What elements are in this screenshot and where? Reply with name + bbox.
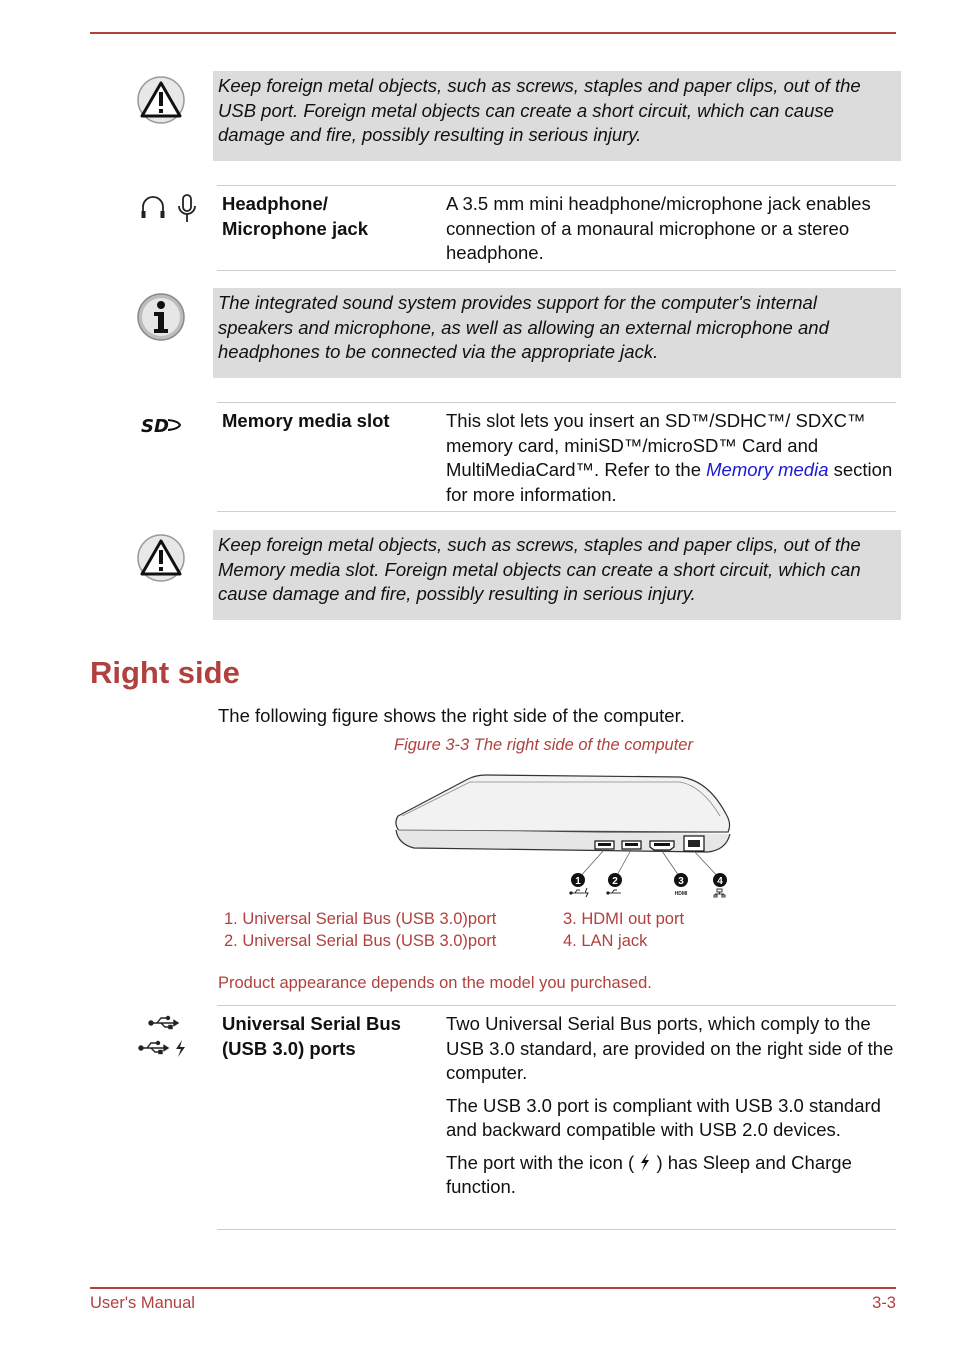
callout-4	[713, 873, 727, 887]
section-heading: Right side	[90, 655, 240, 690]
desc-paragraph	[446, 1151, 896, 1200]
desc-text: ) has Sleep and Charge function.	[446, 1151, 852, 1197]
row-description	[446, 409, 896, 507]
warning-note-usb	[213, 71, 901, 161]
callout-number: 2	[612, 876, 618, 887]
warning-text: Keep foreign metal objects, such as screws, staples and paper clips, out of the USB port. Foreign metal objects can create a short circuit, which can cause damage and fire, possibly resulting in serious injury.	[218, 75, 861, 145]
sd-logo-text: SD	[141, 416, 169, 435]
laptop-right-side-figure	[390, 772, 735, 900]
sleep-charge-icon	[639, 1152, 651, 1172]
footer-rule	[90, 1287, 896, 1289]
usb-small-icon	[607, 890, 621, 894]
desc-text: The port with the icon (	[446, 1151, 640, 1173]
callout-number: 1	[575, 876, 581, 887]
warning-icon	[137, 76, 185, 124]
legend-item: 3. HDMI out port	[563, 910, 685, 928]
intro-text: The following figure shows the right side of the computer.	[218, 705, 685, 726]
legend-item: 4. LAN jack	[563, 932, 648, 950]
hdmi-small-icon: HDMI	[674, 891, 688, 897]
figure-legend-right	[563, 908, 684, 952]
usb-ports-icons	[138, 1012, 192, 1060]
memory-media-row	[217, 402, 896, 512]
usb-ports-row	[217, 1005, 896, 1230]
figure-caption: Figure 3-3 The right side of the computer	[394, 736, 693, 754]
sleep-charge-icon	[176, 1040, 185, 1057]
row-description	[446, 1012, 896, 1208]
row-term: Memory media slot	[222, 410, 390, 431]
headphone-jack-row	[217, 185, 896, 271]
footer-title: User's Manual	[90, 1294, 195, 1312]
info-note-sound	[213, 288, 901, 378]
legend-item: 2. Universal Serial Bus (USB 3.0)port	[224, 932, 497, 950]
page-number: 3-3	[872, 1294, 896, 1312]
header-rule	[90, 32, 896, 34]
legend-item: 1. Universal Serial Bus (USB 3.0)port	[224, 910, 497, 928]
usb-charge-small-icon	[570, 888, 588, 897]
desc-text: section for more information.	[446, 459, 893, 505]
sd-card-icon	[140, 415, 182, 435]
warning-text: Keep foreign metal objects, such as screws, staples and paper clips, out of the Memory media slot. Foreign metal objects can create a short circuit, which can cause damage and fire, possibly resulting in serious injury.	[218, 534, 861, 604]
usb-icon	[149, 1017, 178, 1029]
callout-1	[571, 873, 585, 887]
warning-icon	[137, 534, 185, 582]
memory-media-link[interactable]: Memory media	[706, 459, 829, 480]
row-description: A 3.5 mm mini headphone/microphone jack enables connection of a monaural microphone or a stereo headphone.	[446, 193, 871, 263]
desc-paragraph: The USB 3.0 port is compliant with USB 3.0 standard and backward compatible with USB 2.0 devices.	[446, 1094, 881, 1140]
callout-number: 4	[717, 876, 723, 887]
info-icon	[137, 293, 185, 341]
info-text: The integrated sound system provides support for the computer's internal speakers and microphone, as well as allowing an external microphone and headphones to be connected via the appropriate jack.	[218, 292, 829, 362]
callout-3	[674, 873, 688, 887]
appearance-note: Product appearance depends on the model you purchased.	[218, 974, 652, 992]
figure-legend-left	[224, 908, 496, 952]
desc-paragraph: Two Universal Serial Bus ports, which comply to the USB 3.0 standard, are provided on the right side of the computer.	[446, 1013, 894, 1083]
headphone-microphone-icon	[140, 193, 200, 225]
row-term: Headphone/ Microphone jack	[222, 193, 368, 239]
lan-small-icon	[714, 889, 725, 897]
usb-icon	[139, 1042, 168, 1054]
callout-number: 3	[678, 876, 684, 887]
row-term: Universal Serial Bus (USB 3.0) ports	[222, 1013, 401, 1059]
warning-note-memory	[213, 530, 901, 620]
desc-text: This slot lets you insert an SD™/SDHC™/ SDXC™ memory card, miniSD™/microSD™ Card and MultiMediaCard™. Refer to the	[446, 410, 866, 480]
callout-2	[608, 873, 622, 887]
